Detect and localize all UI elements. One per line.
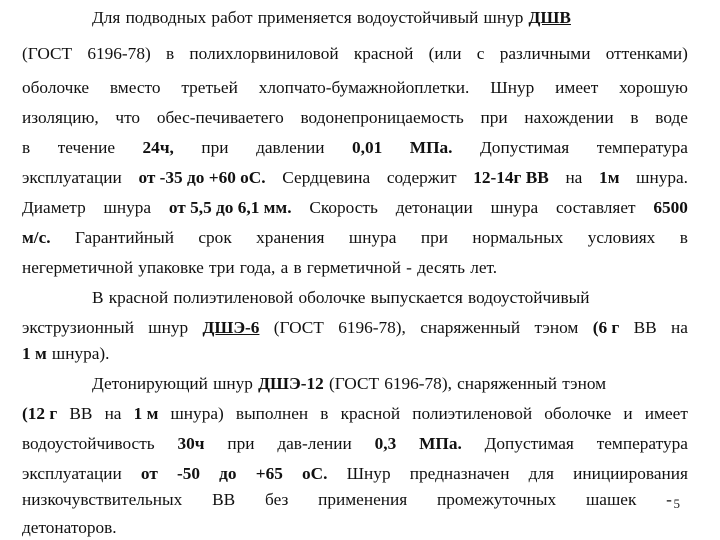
text-word: хранения: [256, 228, 325, 247]
text-word: различными: [499, 44, 591, 63]
text-word: нахождении: [524, 108, 614, 127]
text-word: при: [227, 434, 255, 453]
text-word: третьей: [181, 78, 238, 97]
text-word: ВВ: [69, 404, 93, 423]
text-word: ВВ: [633, 318, 657, 337]
text-word: в: [165, 44, 175, 63]
text-word: негерметичной: [22, 258, 134, 277]
text-word: промежуточных: [437, 490, 557, 509]
text-word: 24ч,: [142, 138, 174, 157]
text-word: экструзионный: [22, 318, 134, 337]
text-word: 6500: [653, 198, 688, 217]
text-word: (ГОСТ: [273, 318, 324, 337]
text-word: десять: [417, 258, 466, 277]
text-word: шнур: [148, 318, 189, 337]
text-word: от -35 до +60 оС.: [138, 168, 266, 187]
text-word: предназначен: [409, 464, 510, 483]
text-line: [22, 107, 688, 129]
text-word: в: [679, 228, 688, 247]
text-word: водоустойчивый: [356, 8, 479, 27]
text-word: Для: [92, 8, 121, 27]
text-word: Гарантийный: [75, 228, 174, 247]
text-word: +65: [255, 464, 283, 483]
text-word: на: [670, 318, 688, 337]
text-word: выпускается: [370, 288, 463, 307]
text-word: эксплуатации: [22, 168, 122, 187]
text-line: [22, 227, 688, 249]
text-word: в: [293, 258, 302, 277]
text-word: оболочке: [544, 404, 612, 423]
text-word: для: [528, 464, 554, 483]
text-word: ДШВ: [528, 8, 571, 27]
text-word: 0,01: [352, 138, 383, 157]
text-word: -50: [176, 464, 201, 483]
text-word: 1 м: [22, 344, 47, 363]
text-word: упаковке: [138, 258, 204, 277]
text-word: хорошую: [619, 78, 688, 97]
page-number: 5: [673, 496, 680, 511]
text-word: составляет: [555, 198, 636, 217]
text-line: [22, 489, 672, 511]
text-word: хлопчато-бумажнойоплетки.: [258, 78, 470, 97]
text-line: [22, 433, 688, 455]
text-word: от 5,5 до 6,1 мм.: [168, 198, 292, 217]
text-word: водонепроницаемость: [300, 108, 464, 127]
text-word: Допустимая: [484, 434, 574, 453]
text-word: и: [623, 404, 633, 423]
text-word: на: [565, 168, 583, 187]
text-word: Сердцевина: [282, 168, 371, 187]
text-word: изоляцию,: [22, 108, 99, 127]
text-word: инициирования: [573, 464, 688, 483]
text-word: применения: [318, 490, 408, 509]
text-word: три: [208, 258, 235, 277]
text-line: [22, 43, 688, 65]
text-word: подводных: [125, 8, 207, 27]
text-line: [22, 167, 688, 189]
text-word: Скорость: [309, 198, 378, 217]
text-word: года,: [239, 258, 276, 277]
text-word: полихлорвиниловой: [189, 44, 339, 63]
text-word: содержит: [386, 168, 457, 187]
text-word: 6196-78),: [384, 374, 452, 393]
text-line: [92, 287, 688, 309]
text-word: эксплуатации: [22, 464, 122, 483]
text-word: красной: [340, 404, 401, 423]
text-word: применяется: [257, 8, 352, 27]
text-word: м/с.: [22, 228, 51, 247]
text-word: температура: [596, 434, 688, 453]
text-word: (или: [428, 44, 462, 63]
text-word: (6 г: [592, 318, 620, 337]
text-word: Шнур: [490, 78, 535, 97]
text-word: шнур: [213, 374, 253, 393]
text-word: водоустойчивый: [468, 288, 590, 307]
text-word: шашек: [585, 490, 637, 509]
text-word: снаряженный: [420, 318, 521, 337]
text-word: давлении: [256, 138, 325, 157]
text-word: 12-14г ВВ: [473, 168, 549, 187]
text-line: [22, 403, 688, 425]
text-word: тэном: [534, 318, 579, 337]
text-word: нормальных: [472, 228, 564, 247]
text-word: снаряженный: [457, 374, 558, 393]
text-line: [92, 7, 688, 29]
text-word: выполнен: [235, 404, 309, 423]
text-word: оттенками): [605, 44, 688, 63]
text-word: лет.: [470, 258, 498, 277]
text-line: [22, 137, 688, 159]
text-word: шнура).: [51, 344, 110, 363]
text-word: Шнур: [346, 464, 391, 483]
text-word: 6196-78): [87, 44, 151, 63]
text-word: при: [201, 138, 229, 157]
text-line: [22, 77, 688, 99]
text-word: водоустойчивость: [22, 434, 155, 453]
text-word: 30ч: [177, 434, 205, 453]
text-line: [22, 197, 688, 219]
text-word: 1м: [599, 168, 620, 187]
text-line: [22, 343, 688, 365]
text-word: 1 м: [133, 404, 159, 423]
text-word: температура: [596, 138, 688, 157]
text-word: без: [265, 490, 289, 509]
text-word: герметичной: [306, 258, 401, 277]
text-word: до: [219, 464, 237, 483]
text-line: [22, 517, 688, 539]
text-word: в: [320, 404, 329, 423]
text-word: (ГОСТ: [22, 44, 73, 63]
text-word: шнура.: [636, 168, 688, 187]
text-word: -: [666, 490, 672, 509]
text-word: полиэтиленовой: [173, 288, 294, 307]
text-word: дав-лении: [277, 434, 352, 453]
text-word: с: [476, 44, 485, 63]
text-word: при: [480, 108, 508, 127]
text-word: ДШЭ-12: [258, 374, 324, 393]
text-word: течение: [57, 138, 116, 157]
text-word: В: [92, 288, 104, 307]
text-word: МПа.: [409, 138, 453, 157]
text-word: полиэтиленовой: [412, 404, 533, 423]
text-line: [22, 463, 688, 485]
text-word: (ГОСТ: [328, 374, 380, 393]
text-line: [22, 257, 688, 279]
text-word: Детонирующий: [92, 374, 208, 393]
text-word: в: [630, 108, 639, 127]
text-word: оболочке: [22, 78, 89, 97]
text-word: детонации: [395, 198, 473, 217]
text-word: при: [420, 228, 448, 247]
text-word: что: [115, 108, 141, 127]
text-word: ДШЭ-6: [202, 318, 260, 337]
text-word: тэном: [562, 374, 607, 393]
text-word: шнура: [103, 198, 152, 217]
text-word: воде: [655, 108, 688, 127]
text-word: шнура: [490, 198, 539, 217]
text-word: (12 г: [22, 404, 58, 423]
text-word: Допустимая: [480, 138, 570, 157]
text-word: шнура): [170, 404, 224, 423]
text-word: оболочке: [298, 288, 366, 307]
text-word: МПа.: [419, 434, 462, 453]
text-word: низкочувствительных: [22, 490, 183, 509]
text-word: оС.: [302, 464, 328, 483]
text-word: работ: [211, 8, 253, 27]
text-word: имеет: [555, 78, 599, 97]
text-word: обес-печиваетего: [156, 108, 284, 127]
text-line: [22, 317, 688, 339]
text-word: шнур: [483, 8, 524, 27]
text-word: шнура: [348, 228, 397, 247]
text-word: срок: [198, 228, 232, 247]
text-word: красной: [108, 288, 169, 307]
text-word: вместо: [109, 78, 161, 97]
text-word: детонаторов.: [22, 518, 117, 537]
text-word: красной: [353, 44, 414, 63]
text-word: 6196-78),: [338, 318, 406, 337]
text-word: на: [104, 404, 122, 423]
text-line: [92, 373, 688, 395]
text-word: -: [406, 258, 412, 277]
text-word: а: [280, 258, 289, 277]
text-word: условиях: [587, 228, 656, 247]
text-word: от: [140, 464, 158, 483]
text-word: имеет: [644, 404, 688, 423]
text-word: 0,3: [374, 434, 397, 453]
text-word: ВВ: [212, 490, 236, 509]
text-word: в: [22, 138, 31, 157]
text-word: Диаметр: [22, 198, 86, 217]
